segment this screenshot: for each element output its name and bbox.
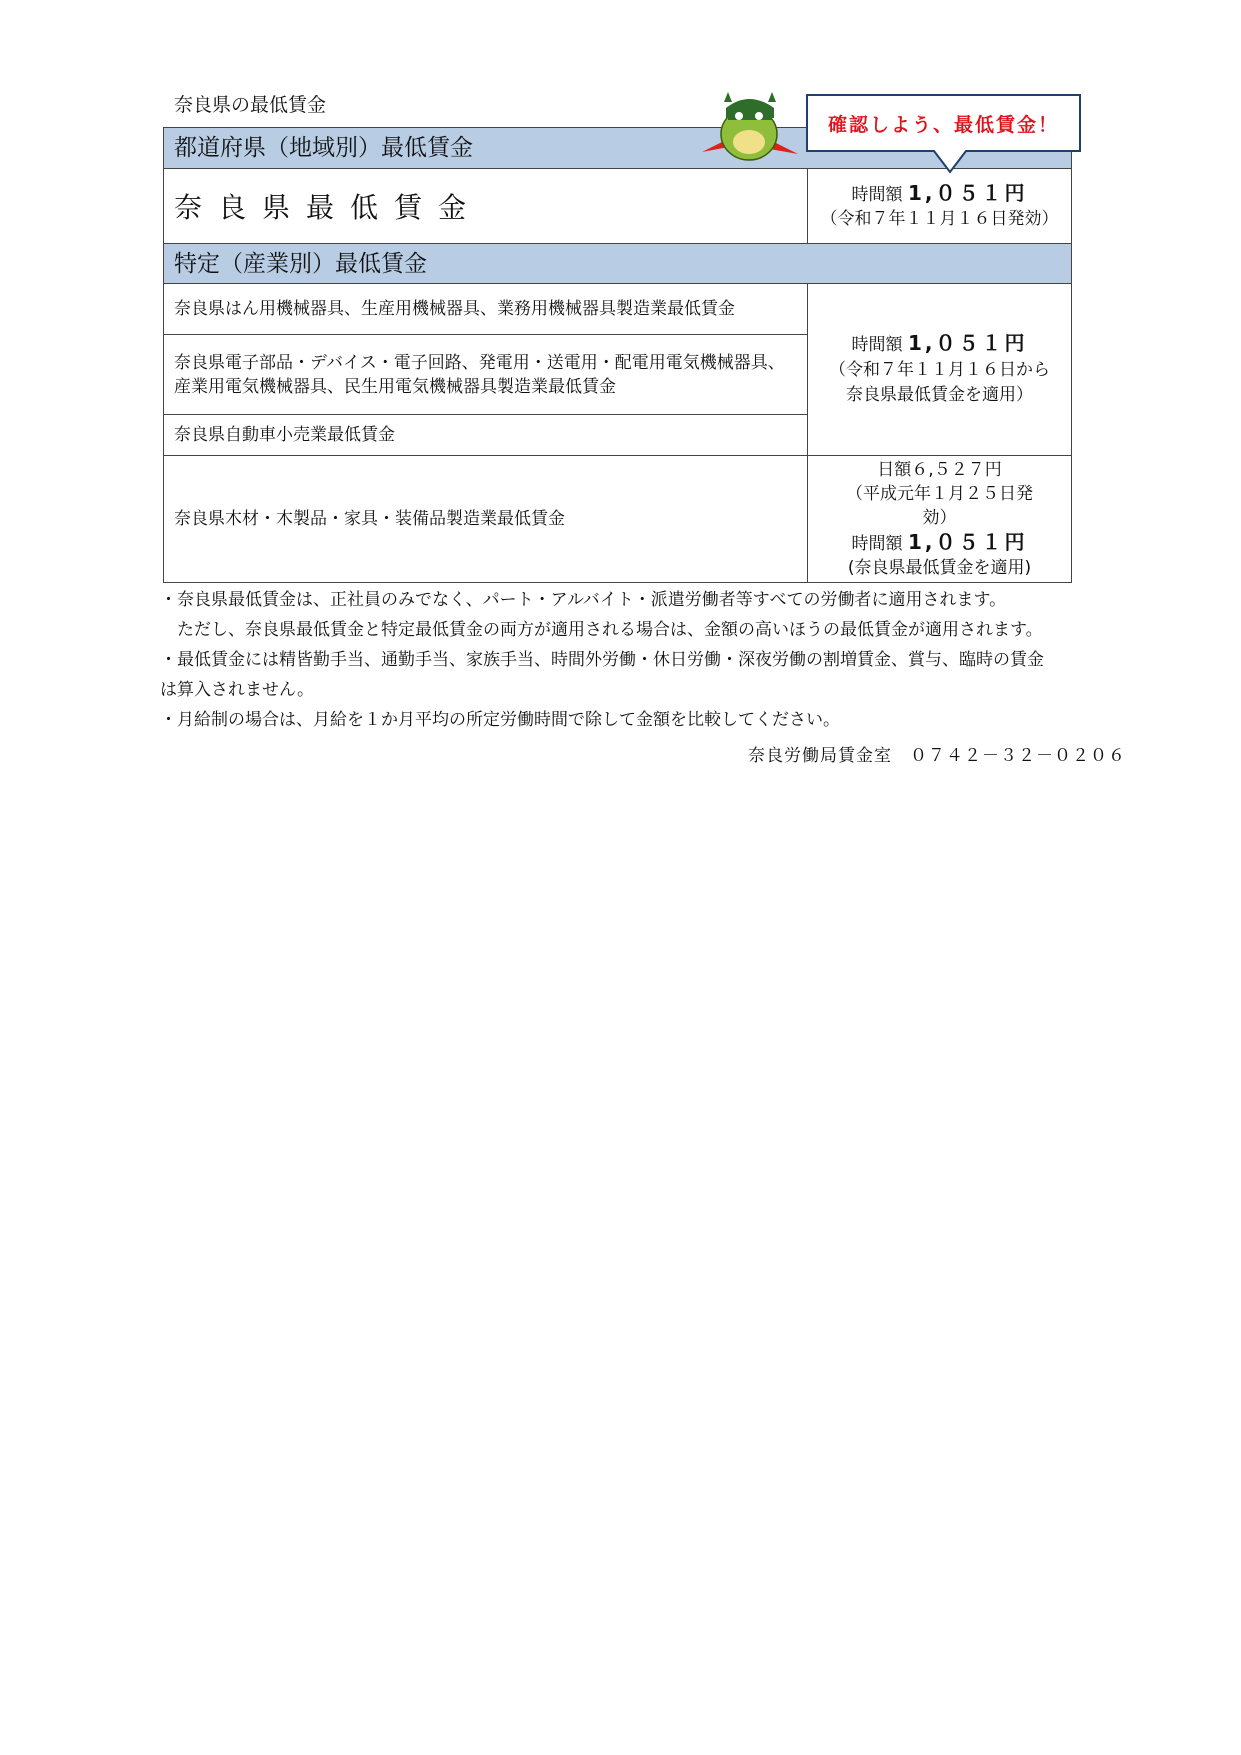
- group2-daily-note-2: 効）: [922, 508, 957, 528]
- regional-amount-cell: [807, 169, 1071, 243]
- group2-daily: 日額６,５２７円: [877, 460, 1002, 480]
- group1-amount: 1,０５１円: [907, 331, 1028, 355]
- group2-amount-line: [852, 530, 1028, 556]
- regional-name-cell: [164, 169, 807, 243]
- note-line: ・奈良県最低賃金は、正社員のみでなく、パート・アルバイト・派遣労働者等すべての労働者に適用されます。: [160, 590, 1007, 610]
- group2-amount: 1,０５１円: [907, 530, 1028, 554]
- group1-amount-prefix: 時間額: [851, 335, 903, 355]
- note-line: ・月給制の場合は、月給を１か月平均の所定労働時間で除して金額を比較してください。: [160, 710, 840, 730]
- specific-group-2: [164, 455, 1071, 582]
- specific-item-electronics: 奈良県電子部品・デバイス・電子回路、発電用・送電用・配電用電気機械器具、産業用電気機械器具、民生用電気機械器具製造業最低賃金: [164, 334, 807, 414]
- specific-item-auto-retail: 奈良県自動車小売業最低賃金: [164, 414, 807, 455]
- group1-note-2: 奈良県最低賃金を適用）: [846, 385, 1033, 405]
- specific-heading: 特定（産業別）最低賃金: [164, 243, 1071, 283]
- regional-amount-prefix: 時間額: [851, 185, 903, 205]
- regional-effective: （令和７年１１月１６日発効）: [820, 209, 1059, 229]
- minimum-wage-table: [163, 127, 1072, 583]
- group2-daily-note-1: （平成元年１月２５日発: [846, 484, 1033, 504]
- page-title: 奈良県の最低賃金: [174, 94, 327, 116]
- specific-group-1-amount-cell: [807, 284, 1071, 455]
- contact-info: 奈良労働局賃金室 ０７４２－３２－０２０６: [748, 746, 1126, 766]
- note-line: は算入されません。: [160, 680, 315, 700]
- note-line: ただし、奈良県最低賃金と特定最低賃金の両方が適用される場合は、金額の高いほうの最低賃金が適用されます。: [160, 620, 1043, 640]
- specific-item-machinery: 奈良県はん用機械器具、生産用機械器具、業務用機械器具製造業最低賃金: [174, 299, 735, 319]
- regional-name: 奈良県最低賃金: [174, 191, 483, 224]
- regional-amount-line: [852, 181, 1028, 207]
- notes: [160, 585, 1120, 735]
- group1-amount-line: [852, 331, 1028, 358]
- group2-amount-prefix: 時間額: [851, 534, 903, 554]
- mascot-character-icon: [694, 84, 804, 166]
- group1-note-1: （令和７年１１月１６日から: [829, 360, 1050, 380]
- callout-text: 確認しよう、最低賃金！: [827, 113, 1059, 136]
- note-line: ・最低賃金には精皆勤手当、通勤手当、家族手当、時間外労働・休日労働・深夜労働の割増賃金、賞与、臨時の賃金: [160, 650, 1044, 670]
- regional-heading: 都道府県（地域別）最低賃金: [164, 128, 1071, 168]
- specific-group-2-amount-cell: [807, 456, 1071, 582]
- specific-group-1: [164, 283, 1071, 455]
- group2-note: (奈良県最低賃金を適用): [847, 558, 1032, 578]
- specific-item-wood: 奈良県木材・木製品・家具・装備品製造業最低賃金: [174, 509, 565, 529]
- regional-amount: 1,０５１円: [907, 181, 1028, 205]
- regional-row: [164, 168, 1071, 243]
